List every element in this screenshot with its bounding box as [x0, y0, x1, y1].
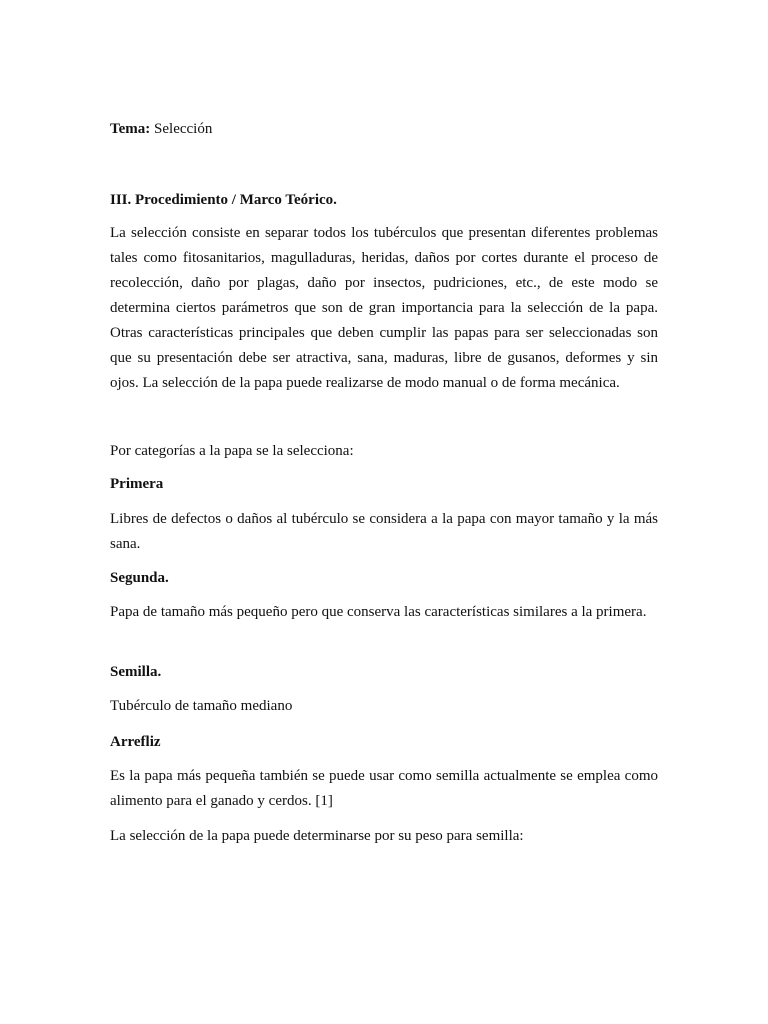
category-title: Primera: [110, 476, 164, 492]
category-title: Arrefliz: [110, 734, 161, 750]
category-primera-title: [110, 472, 658, 497]
category-title: Semilla.: [110, 664, 162, 680]
topic-value: Selección: [154, 121, 213, 137]
category-title: Segunda.: [110, 570, 169, 586]
closing-line: La selección de la papa puede determinarse por su peso para semilla:: [110, 828, 524, 844]
intro-paragraph: La selección consiste en separar todos los tubérculos que presentan diferentes problemas tales como fitosanitarios, magulladuras, heridas, daños por cortes durante el proceso de recolección, daño por plagas, daño por insectos, pudriciones, etc., de este modo se determina ciertos parámetros que son de gran importancia para la selección de la papa. Otras características principales que deben cumplir las papas para ser seleccionadas son que su presentación debe ser atractiva, sana, maduras, libre de gusanos, deformes y sin ojos. La selección de la papa puede realizarse de modo manual o de forma mecánica.: [110, 225, 658, 391]
category-segunda-description: Papa de tamaño más pequeño pero que conserva las características similares a la primera.: [110, 604, 647, 620]
topic-label: Tema:: [110, 121, 151, 137]
section-heading-text: III. Procedimiento / Marco Teórico.: [110, 192, 337, 208]
category-segunda-title: [110, 566, 658, 591]
category-primera-description: Libres de defectos o daños al tubérculo se considera a la papa con mayor tamaño y la más sana.: [110, 511, 658, 552]
category-arrefliz-title: [110, 730, 658, 755]
categories-intro: Por categorías a la papa se la selecciona:: [110, 443, 354, 459]
section-heading: [110, 188, 658, 213]
category-semilla-description: Tubérculo de tamaño mediano: [110, 698, 293, 714]
topic-line: [110, 117, 658, 142]
category-semilla-title: [110, 660, 658, 685]
category-arrefliz-description: Es la papa más pequeña también se puede usar como semilla actualmente se emplea como alimento para el ganado y cerdos. [1]: [110, 768, 658, 809]
